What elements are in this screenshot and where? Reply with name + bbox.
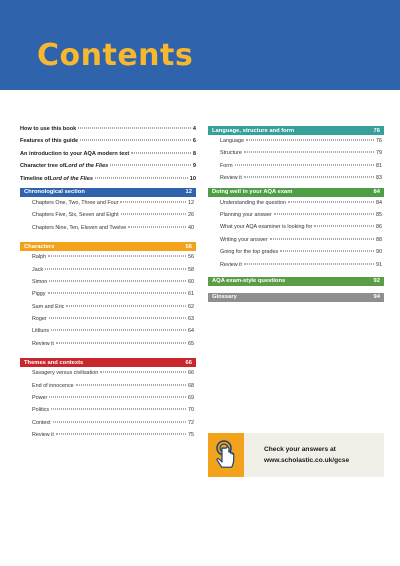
toc-sub-label: Structure — [220, 150, 242, 157]
toc-sub-label: Writing your answer — [220, 236, 268, 243]
toc-sub-label: Review it — [32, 340, 54, 347]
toc-entry-features[interactable] — [20, 135, 196, 147]
leader-dots — [274, 213, 374, 214]
section-exam-questions[interactable] — [208, 277, 384, 286]
toc-sub-label: Chapters Nine, Ten, Eleven and Twelve — [32, 224, 127, 231]
toc-sub-entry[interactable] — [20, 417, 196, 429]
toc-sub-page: 60 — [188, 278, 194, 285]
toc-sub-entry[interactable] — [208, 209, 384, 221]
toc-sub-page: 70 — [188, 407, 194, 414]
toc-entry-label: How to use this book — [20, 126, 77, 132]
toc-sub-entry[interactable] — [20, 264, 196, 276]
toc-sub-entry[interactable] — [208, 172, 384, 184]
leader-dots — [95, 177, 188, 178]
toc-entry-timeline[interactable] — [20, 173, 196, 185]
toc-sub-page: 68 — [188, 382, 194, 389]
toc-sub-label: Sam and Eric — [32, 303, 65, 310]
toc-entry-label: Features of this guide — [20, 138, 79, 145]
section-characters[interactable] — [20, 242, 196, 251]
toc-sub-label: Ralph — [32, 254, 47, 261]
toc-entry-character-tree[interactable] — [20, 160, 196, 172]
toc-entry-introduction[interactable] — [20, 148, 196, 160]
check-answers-line: Check your answers at — [264, 446, 336, 453]
toc-sub-label: Review it — [220, 261, 242, 268]
leader-dots — [76, 384, 186, 385]
section-page: 94 — [373, 294, 380, 301]
contents-right-column — [208, 123, 384, 302]
leader-dots — [56, 434, 186, 435]
toc-sub-entry[interactable] — [208, 221, 384, 233]
toc-sub-page: 86 — [376, 224, 382, 231]
toc-sub-page: 76 — [376, 138, 382, 144]
hand-tap-icon-svg — [213, 439, 239, 471]
leader-dots — [48, 256, 186, 257]
contents-left-column — [20, 123, 196, 442]
leader-dots — [51, 330, 186, 331]
leader-dots — [49, 397, 186, 398]
toc-sub-entry[interactable] — [20, 276, 196, 288]
page-title: Contents — [37, 38, 194, 73]
toc-sub-page: 91 — [376, 261, 382, 268]
toc-sub-entry[interactable] — [208, 259, 384, 271]
leader-dots — [51, 409, 186, 410]
toc-sub-entry[interactable] — [20, 338, 196, 350]
hand-tap-icon — [208, 433, 244, 477]
section-page: 84 — [373, 189, 380, 196]
toc-sub-entry[interactable] — [20, 301, 196, 313]
toc-sub-page: 64 — [188, 328, 194, 335]
toc-sub-page: 84 — [376, 199, 382, 206]
toc-sub-label: Planning your answer — [220, 211, 272, 218]
leader-dots — [244, 177, 374, 178]
section-page: 66 — [185, 359, 192, 366]
leader-dots — [244, 263, 374, 264]
toc-sub-label: Piggy — [32, 291, 46, 298]
section-language[interactable] — [208, 126, 384, 135]
leader-dots — [48, 293, 187, 294]
toc-sub-entry[interactable] — [208, 197, 384, 209]
toc-sub-label: Power — [32, 395, 48, 402]
toc-sub-label: Language — [220, 138, 244, 144]
leader-dots — [49, 280, 186, 281]
leader-dots — [110, 165, 191, 166]
toc-entry-page: 4 — [192, 126, 196, 132]
section-title: Characters — [24, 243, 55, 250]
toc-sub-page: 88 — [376, 236, 382, 243]
toc-sub-label: Chapters One, Two, Three and Four — [32, 199, 119, 206]
leader-dots — [280, 251, 374, 252]
leader-dots — [288, 201, 374, 202]
section-glossary[interactable] — [208, 293, 384, 302]
toc-sub-page: 85 — [376, 211, 382, 218]
toc-entry-page: 6 — [192, 138, 196, 145]
leader-dots — [120, 201, 186, 202]
toc-sub-page: 65 — [188, 340, 194, 347]
toc-sub-page: 66 — [188, 370, 194, 377]
toc-sub-label: Understanding the question — [220, 199, 286, 206]
leader-dots — [49, 318, 186, 319]
toc-sub-entry[interactable] — [20, 392, 196, 404]
leader-dots — [66, 305, 186, 306]
toc-sub-entry[interactable] — [20, 404, 196, 416]
toc-sub-label: Context — [32, 419, 51, 426]
section-page: 76 — [373, 127, 380, 134]
toc-sub-label: What your AQA examiner is looking for — [220, 224, 313, 231]
toc-entry-italic: Lord of the Flies — [64, 163, 109, 170]
leader-dots — [131, 152, 191, 153]
toc-entry-label: Timeline of — [20, 175, 50, 182]
toc-sub-label: Review it — [220, 175, 242, 182]
section-exam[interactable] — [208, 188, 384, 197]
toc-entry-label: Character tree of — [20, 163, 65, 170]
toc-sub-entry[interactable] — [208, 246, 384, 258]
toc-entry-page: 9 — [192, 163, 196, 170]
toc-sub-label: Jack — [32, 266, 44, 273]
toc-sub-entry[interactable] — [20, 288, 196, 300]
check-answers-box[interactable] — [208, 433, 384, 477]
toc-sub-label: Review it — [32, 432, 54, 439]
toc-sub-entry[interactable] — [20, 367, 196, 379]
leader-dots — [270, 238, 374, 239]
leader-dots — [100, 372, 186, 373]
toc-sub-label: Chapters Five, Six, Seven and Eight — [32, 212, 119, 219]
toc-sub-page: 26 — [188, 212, 194, 219]
section-title: Themes and contexts — [24, 359, 84, 366]
toc-entry-italic: Lord of the Flies — [49, 175, 93, 182]
toc-entry-page: 10 — [189, 175, 196, 182]
toc-sub-label: Roger — [32, 316, 47, 323]
leader-dots — [244, 152, 374, 153]
check-answers-text — [244, 444, 349, 466]
spacer — [20, 234, 196, 239]
toc-sub-entry[interactable] — [20, 325, 196, 337]
toc-sub-page: 63 — [188, 316, 194, 323]
toc-sub-entry[interactable] — [208, 147, 384, 159]
section-page: 92 — [373, 278, 380, 285]
toc-sub-page: 75 — [188, 432, 194, 439]
leader-dots — [128, 226, 186, 227]
toc-sub-label: End of innocence — [32, 382, 74, 389]
toc-sub-page: 81 — [376, 162, 382, 169]
section-themes[interactable] — [20, 358, 196, 367]
toc-sub-label: Simon — [32, 278, 48, 285]
leader-dots — [53, 421, 186, 422]
section-title: Glossary — [212, 294, 237, 301]
section-title: AQA exam-style questions — [212, 278, 286, 285]
toc-sub-page: 72 — [188, 419, 194, 426]
toc-sub-label: Going for the top grades — [220, 249, 279, 256]
section-title: Chronological section — [24, 189, 85, 196]
toc-sub-entry[interactable] — [208, 160, 384, 172]
leader-dots — [78, 128, 191, 129]
spacer — [20, 350, 196, 355]
toc-sub-page: 58 — [188, 266, 194, 273]
leader-dots — [56, 342, 186, 343]
toc-sub-page: 61 — [188, 291, 194, 298]
header-band — [0, 0, 400, 90]
toc-sub-page: 62 — [188, 303, 194, 310]
toc-sub-page: 90 — [376, 249, 382, 256]
toc-sub-page: 83 — [376, 175, 382, 182]
leader-dots — [45, 268, 186, 269]
section-page: 12 — [185, 189, 192, 196]
section-chronological[interactable] — [20, 188, 196, 197]
leader-dots — [121, 214, 186, 215]
check-answers-url[interactable]: www.scholastic.co.uk/gcse — [264, 457, 350, 464]
toc-sub-label: Politics — [32, 407, 50, 414]
toc-entry-how-to-use[interactable] — [20, 123, 196, 135]
section-page: 56 — [185, 243, 192, 250]
toc-sub-entry[interactable] — [20, 222, 196, 234]
section-title: Language, structure and form — [212, 127, 295, 134]
leader-dots — [80, 140, 191, 141]
toc-sub-entry[interactable] — [20, 197, 196, 209]
toc-sub-label: Form — [220, 162, 233, 169]
toc-sub-entry[interactable] — [208, 135, 384, 147]
leader-dots — [246, 140, 374, 141]
toc-sub-page: 12 — [188, 199, 194, 206]
toc-sub-page: 40 — [188, 224, 194, 231]
toc-sub-entry[interactable] — [20, 429, 196, 441]
toc-sub-entry[interactable] — [208, 234, 384, 246]
leader-dots — [235, 164, 374, 165]
toc-sub-label: Savagery versus civilisation — [32, 370, 99, 377]
toc-sub-page: 69 — [188, 395, 194, 402]
leader-dots — [314, 226, 374, 227]
toc-sub-entry[interactable] — [20, 209, 196, 221]
toc-sub-page: 56 — [188, 254, 194, 261]
toc-sub-page: 79 — [376, 150, 382, 157]
toc-sub-entry[interactable] — [20, 380, 196, 392]
section-title: Doing well in your AQA exam — [212, 189, 293, 196]
toc-entry-label: An introduction to your AQA modern text — [20, 150, 130, 157]
toc-sub-entry[interactable] — [20, 251, 196, 263]
toc-sub-label: Littluns — [32, 328, 50, 335]
toc-sub-entry[interactable] — [20, 313, 196, 325]
toc-entry-page: 8 — [192, 150, 196, 157]
